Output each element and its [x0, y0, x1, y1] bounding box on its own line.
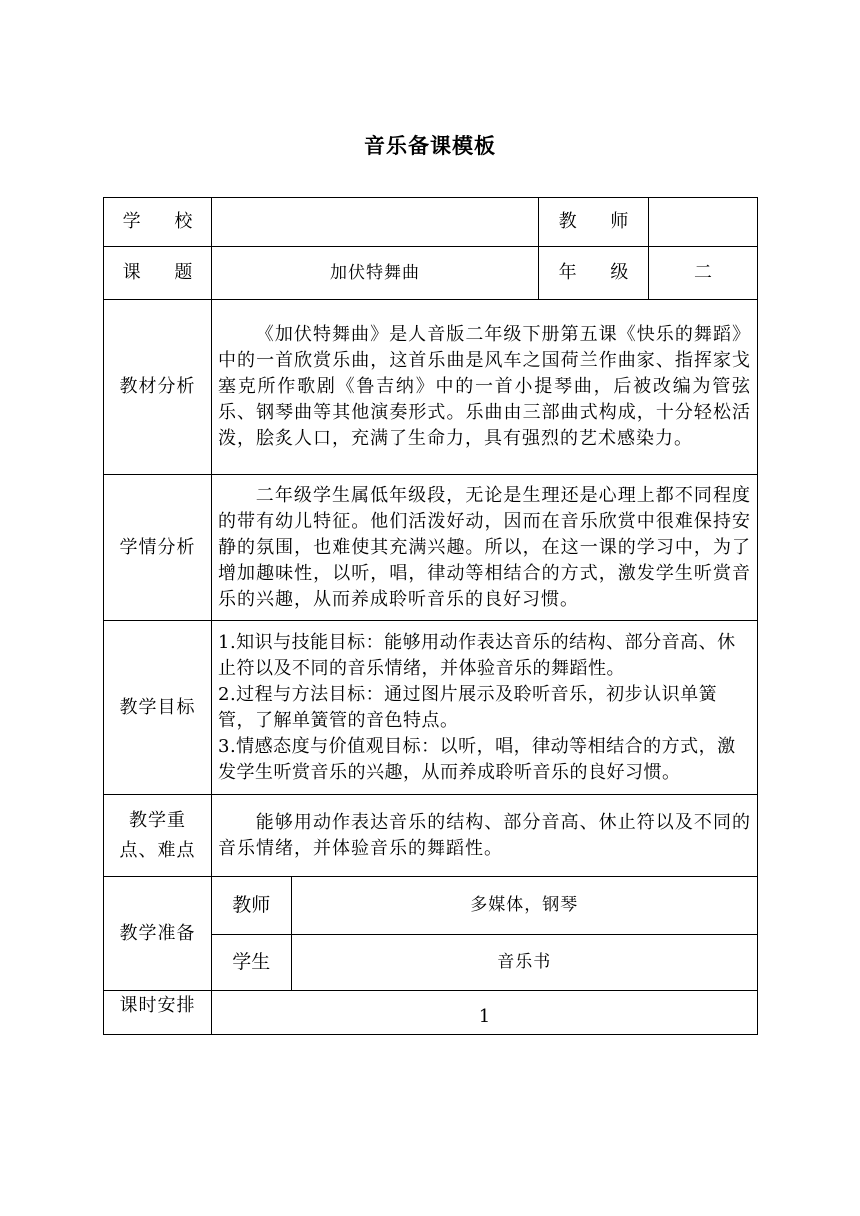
- material-analysis-text: 《加伏特舞曲》是人音版二年级下册第五课《快乐的舞蹈》中的一首欣赏乐曲，这首乐曲是风车之国荷兰作曲家、指挥家戈塞克所作歌剧《鲁吉纳》中的一首小提琴曲，后被改编为管弦乐、钢琴曲等其他演奏形式。乐曲由三部曲式构成，十分轻松活泼，脍炙人口，充满了生命力，具有强烈的艺术感染力。: [218, 324, 751, 449]
- teaching-goal-3: 3.情感态度与价值观目标：以听，唱，律动等相结合的方式，激发学生听赏音乐的兴趣，从而养成聆听音乐的良好习惯。: [218, 735, 736, 783]
- row-school: [104, 198, 758, 247]
- key-points-label: [104, 795, 212, 877]
- preparation-label: 教学准备: [104, 877, 212, 991]
- student-analysis-label: 学情分析: [104, 475, 212, 621]
- preparation-student-label: 学生: [212, 934, 291, 990]
- teaching-goal-1: 1.知识与技能目标：能够用动作表达音乐的结构、部分音高、休止符以及不同的音乐情绪，并体验音乐的舞蹈性。: [218, 631, 736, 679]
- key-points-label-line1: 教学重: [129, 809, 186, 831]
- grade-label: 年 级: [539, 247, 649, 300]
- preparation-teacher-row: [212, 877, 757, 934]
- preparation-subtable: [212, 877, 757, 990]
- row-topic: [104, 247, 758, 300]
- preparation-student-row: [212, 934, 757, 990]
- schedule-label: 课时安排: [104, 991, 212, 1035]
- preparation-cell: [212, 877, 758, 991]
- school-label: 学 校: [104, 198, 212, 247]
- preparation-teacher-label: 教师: [212, 877, 291, 934]
- row-material-analysis: [104, 300, 758, 475]
- row-schedule: [104, 991, 758, 1035]
- row-key-points: [104, 795, 758, 877]
- teaching-goals-cell: [212, 621, 758, 795]
- material-analysis-label: 教材分析: [104, 300, 212, 475]
- material-analysis-cell: [212, 300, 758, 475]
- row-teaching-goals: [104, 621, 758, 795]
- teaching-goals-label: 教学目标: [104, 621, 212, 795]
- preparation-teacher-value: 多媒体，钢琴: [291, 877, 757, 934]
- lesson-plan-table: [103, 197, 758, 1035]
- topic-value: 加伏特舞曲: [212, 247, 539, 300]
- page-title: 音乐备课模板: [364, 134, 496, 158]
- teaching-goal-2: 2.过程与方法目标：通过图片展示及聆听音乐，初步认识单簧管，了解单簧管的音色特点。: [218, 683, 718, 731]
- row-preparation: [104, 877, 758, 991]
- row-student-analysis: [104, 475, 758, 621]
- key-points-label-line2: 点、难点: [119, 839, 196, 861]
- grade-value: 二: [649, 247, 758, 300]
- student-analysis-cell: [212, 475, 758, 621]
- schedule-value: 1: [212, 991, 758, 1035]
- school-value: [212, 198, 539, 247]
- topic-label: 课 题: [104, 247, 212, 300]
- key-points-text: 能够用动作表达音乐的结构、部分音高、休止符以及不同的音乐情绪，并体验音乐的舞蹈性。: [218, 811, 751, 859]
- teacher-label: 教 师: [539, 198, 649, 247]
- key-points-cell: [212, 795, 758, 877]
- student-analysis-text: 二年级学生属低年级段，无论是生理还是心理上都不同程度的带有幼儿特征。他们活泼好动，因而在音乐欣赏中很难保持安静的氛围，也难使其充满兴趣。所以，在这一课的学习中，为了增加趣味性，以听，唱，律动等相结合的方式，激发学生听赏音乐的兴趣，从而养成聆听音乐的良好习惯。: [218, 484, 751, 610]
- teacher-value: [649, 198, 758, 247]
- preparation-student-value: 音乐书: [497, 951, 552, 972]
